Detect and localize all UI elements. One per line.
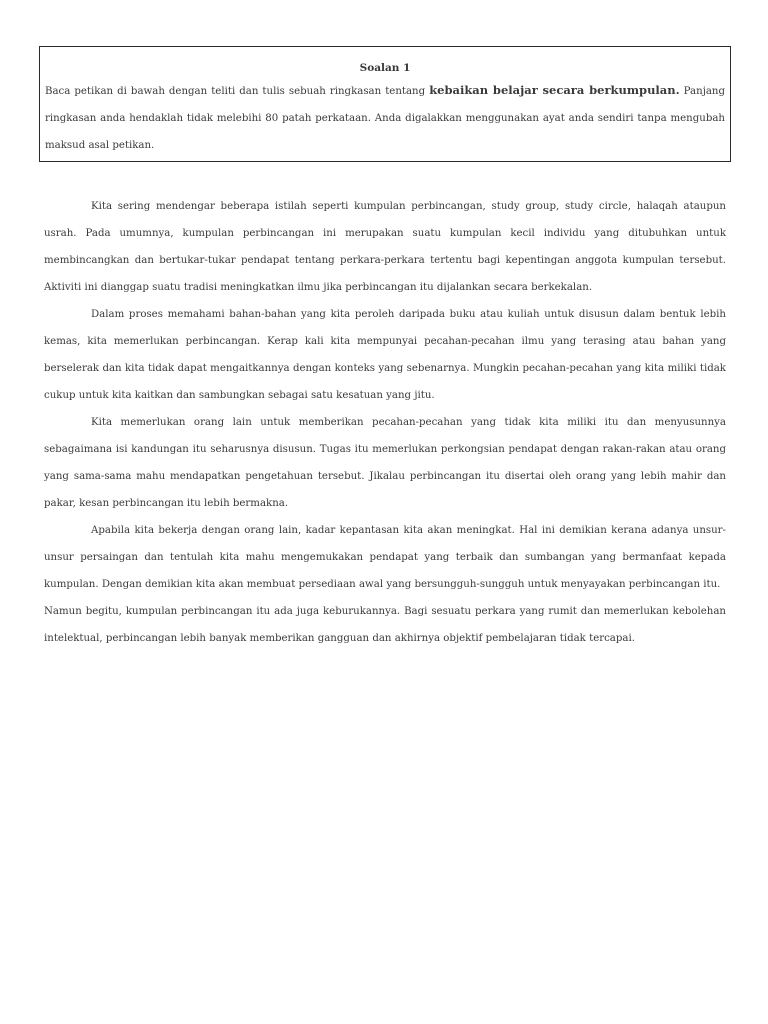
document-page [39, 46, 731, 652]
instruction-text-after: Panjang ringkasan anda hendaklah tidak melebihi 80 patah perkataan. Anda digalakkan menggunakan ayat anda sendiri tanpa mengubah maksud asal petikan. [45, 86, 726, 151]
passage-paragraph-4: Apabila kita bekerja dengan orang lain, kadar kepantasan kita akan meningkat. Hal ini demikian kerana adanya unsur-unsur persaingan dan tentulah kita mahu mengemukakan pendapat yang terbaik dan sumbangan yang bermanfaat kepada kumpulan. Dengan demikian kita akan membuat persediaan awal yang bersungguh-sungguh untuk menyayakan perbincangan itu. [44, 525, 726, 590]
passage-paragraph-5: Namun begitu, kumpulan perbincangan itu ada juga keburukannya. Bagi sesuatu perkara yang rumit dan memerlukan kebolehan intelektual, perbincangan lebih banyak memberikan gangguan dan akhirnya objektif pembelajaran tidak tercapai. [44, 606, 726, 644]
passage-paragraph-2: Dalam proses memahami bahan-bahan yang kita peroleh daripada buku atau kuliah untuk disusun dalam bentuk lebih kemas, kita memerlukan perbincangan. Kerap kali kita mempunyai pecahan-pecahan ilmu yang terasing atau bahan yang berselerak dan kita tidak dapat mengaitkannya dengan konteks yang sebenarnya. Mungkin pecahan-pecahan yang kita miliki tidak cukup untuk kita kaitkan dan sambungkan sebagai satu kesatuan yang jitu. [44, 309, 726, 401]
question-box [39, 46, 731, 162]
passage-paragraph-3: Kita memerlukan orang lain untuk memberikan pecahan-pecahan yang tidak kita miliki itu dan menyusunnya sebagaimana isi kandungan itu seharusnya disusun. Tugas itu memerlukan perkongsian pendapat dengan rakan-rakan atau orang yang sama-sama mahu mendapatkan pengetahuan tersebut. Jikalau perbincangan itu disertai oleh orang yang lebih mahir dan pakar, kesan perbincangan itu lebih bermakna. [44, 417, 726, 509]
passage-paragraph-1: Kita sering mendengar beberapa istilah seperti kumpulan perbincangan, study group, study circle, halaqah ataupun usrah. Pada umumnya, kumpulan perbincangan ini merupakan suatu kumpulan kecil individu yang ditubuhkan untuk membincangkan dan bertukar-tukar pendapat tentang perkara-perkara tertentu bagi kepentingan anggota kumpulan tersebut. Aktiviti ini dianggap suatu tradisi meningkatkan ilmu jika perbincangan itu dijalankan secara berkekalan. [44, 201, 726, 293]
passage [39, 193, 731, 652]
instruction-text-before: Baca petikan di bawah dengan teliti dan tulis sebuah ringkasan tentang [45, 86, 430, 97]
question-instruction [45, 77, 725, 159]
question-title: Soalan 1 [359, 62, 411, 74]
instruction-emphasis: kebaikan belajar secara berkumpulan. [429, 83, 680, 97]
